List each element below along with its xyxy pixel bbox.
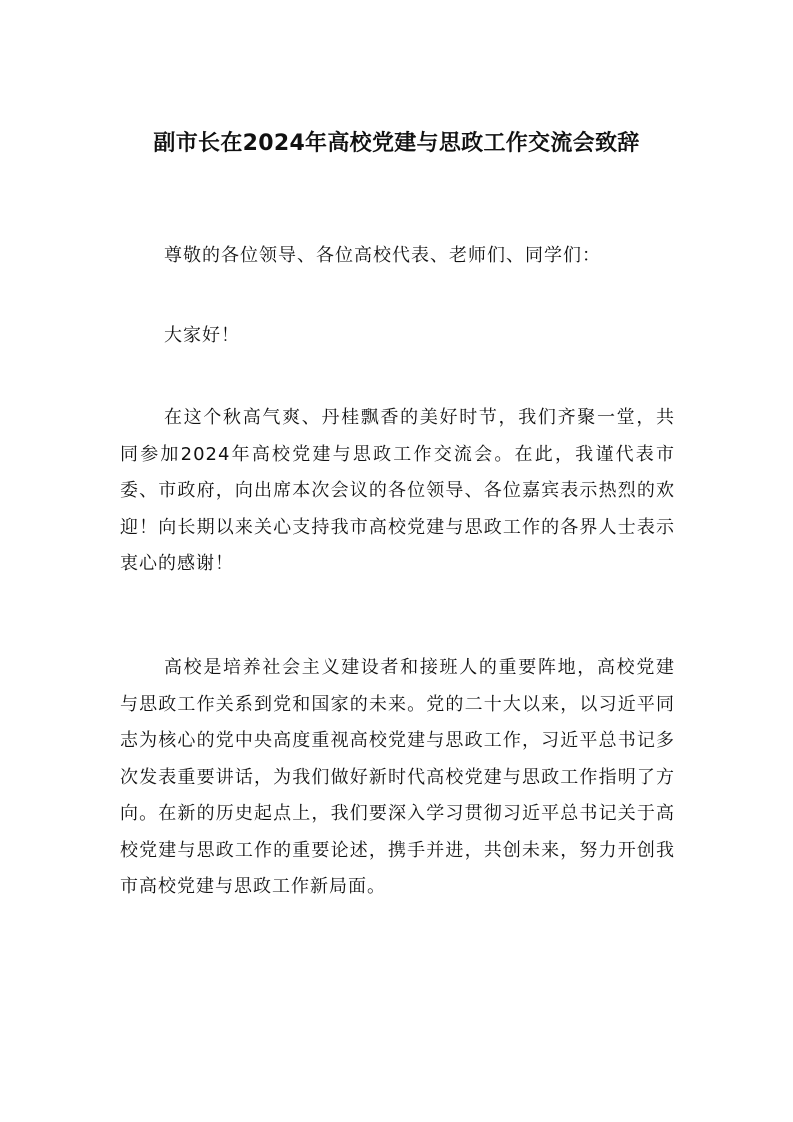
greeting: 大家好！ — [164, 325, 240, 346]
salutation: 尊敬的各位领导、各位高校代表、老师们、同学们： — [164, 245, 601, 266]
document-title: 副市长在2024年高校党建与思政工作交流会致辞 — [153, 131, 640, 156]
paragraph: 高校是培养社会主义建设者和接班人的重要阵地，高校党建与思政工作关系到党和国家的未来。党的二十大以来，以习近平同志为核心的党中央高度重视高校党建与思政工作，习近平总书记多次发表重要讲话，为我们做好新时代高校党建与思政工作指明了方向。在新的历史起点上，我们要深入学习贯彻习近平总书记关于高校党建与思政工作的重要论述，携手并进，共创未来，努力开创我市高校党建与思政工作新局面。 — [120, 657, 675, 897]
paragraph: 在这个秋高气爽、丹桂飘香的美好时节，我们齐聚一堂，共同参加2024年高校党建与思政工作交流会。在此，我谨代表市委、市政府，向出席本次会议的各位领导、各位嘉宾表示热烈的欢迎！向长期以来关心支持我市高校党建与思政工作的各界人士表示衷心的感谢！ — [120, 407, 675, 574]
